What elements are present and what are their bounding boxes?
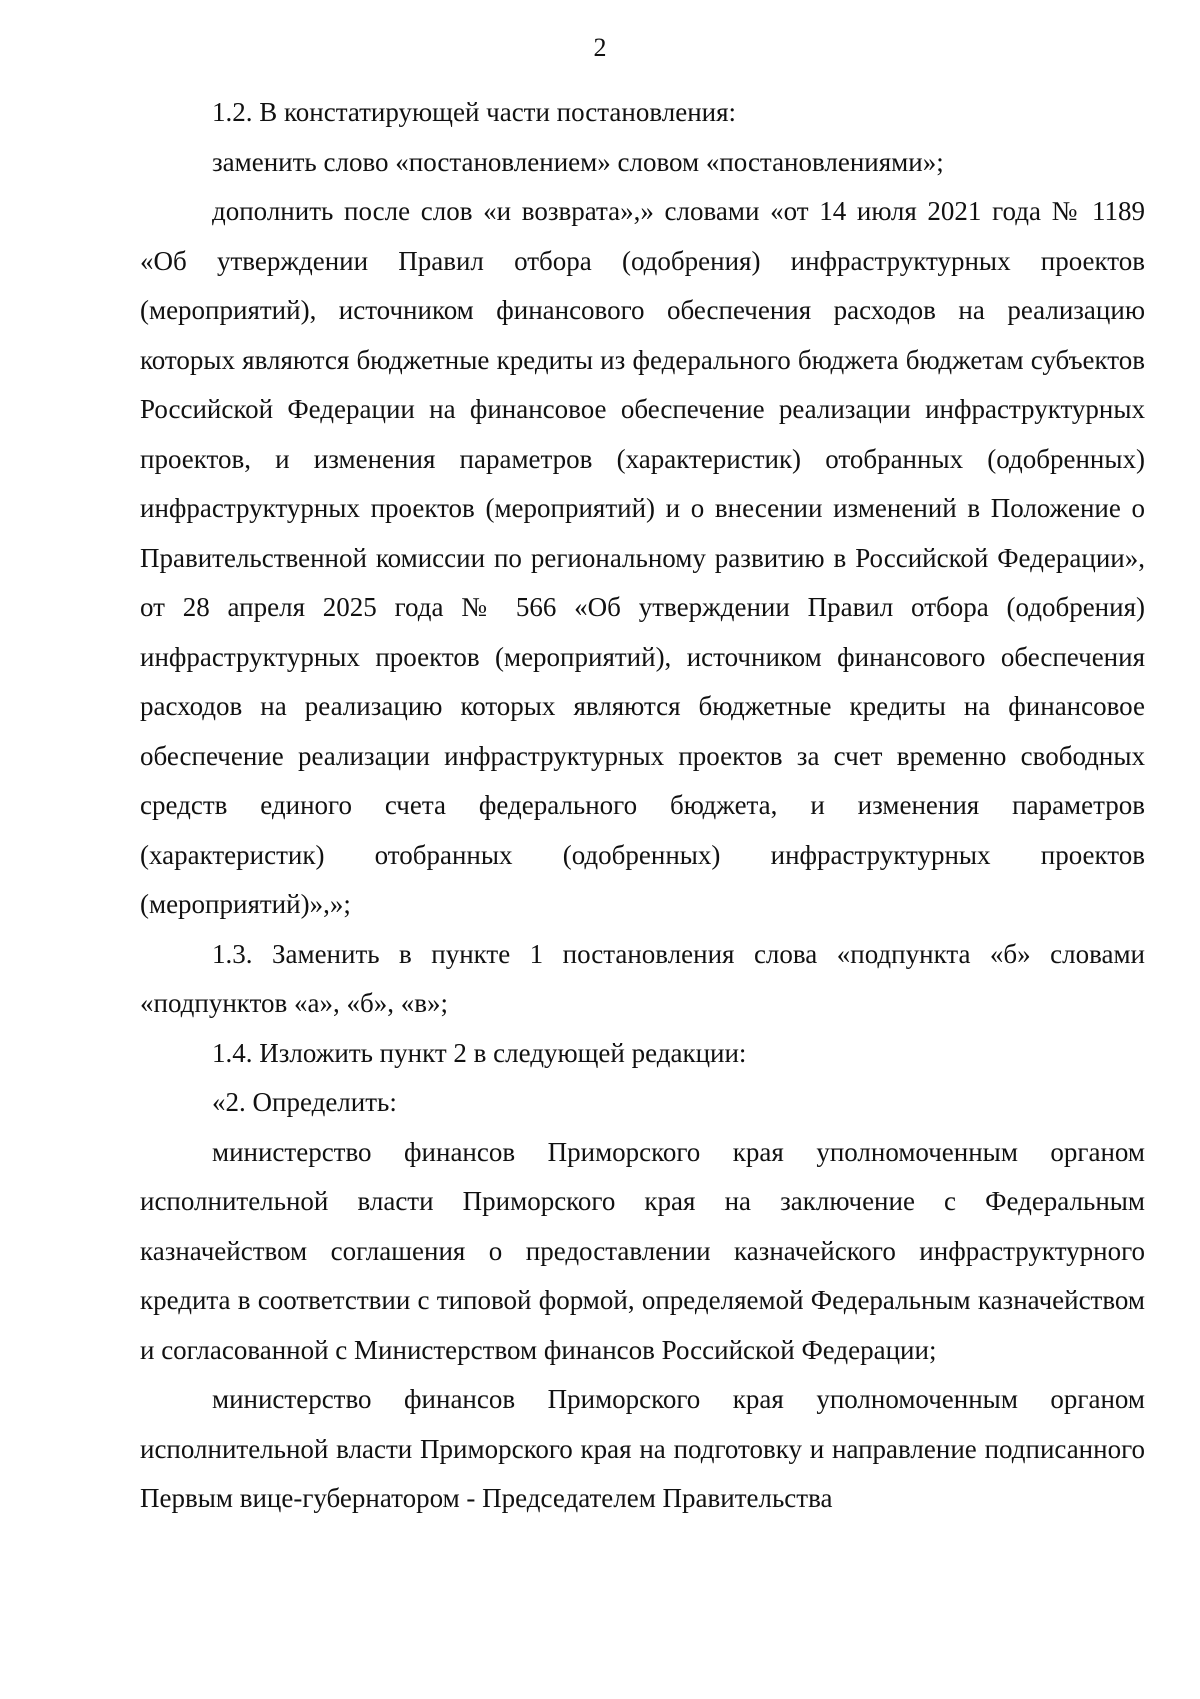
paragraph-replace-word: заменить слово «постановлением» словом «постановлениями»;	[212, 146, 944, 177]
page-number: 2	[593, 33, 607, 62]
document-body	[140, 88, 1145, 1524]
paragraph-ministry-agreement: министерство финансов Приморского края уполномоченным органом исполнительной власти Приморского края на заключение с Федеральным казначейством соглашения о предоставлении казначейского инфраструктурного кредита в соответствии с типовой формой, определяемой Федеральным казначейством и согласованной с Министерством финансов Российской Федерации;	[140, 1136, 1145, 1365]
paragraph-1-2: 1.2. В констатирующей части постановления:	[212, 97, 737, 127]
paragraph-supplement-words: дополнить после слов «и возврата»,» словами «от 14 июля 2021 года № 1189 «Об утверждении Правил отбора (одобрения) инфраструктурных проектов (мероприятий), источником финансового обеспечения расходов на реализацию которых являются бюджетные кредиты из федерального бюджета бюджетам субъектов Российской Федерации на финансовое обеспечение реализации инфраструктурных проектов, и изменения параметров (характеристик) отобранных (одобренных) инфраструктурных проектов (мероприятий) и о внесении изменений в Положение о Правительственной комиссии по региональному развитию в Российской Федерации», от 28 апреля 2025 года № 566 «Об утверждении Правил отбора (одобрения) инфраструктурных проектов (мероприятий), источником финансового обеспечения расходов на реализацию которых являются бюджетные кредиты на финансовое обеспечение реализации инфраструктурных проектов за счет временно свободных средств единого счета федерального бюджета, и изменения параметров (характеристик) отобранных (одобренных) инфраструктурных проектов (мероприятий)»,»;	[140, 196, 1145, 919]
paragraph-ministry-preparation: министерство финансов Приморского края уполномоченным органом исполнительной власти Приморского края на подготовку и направление подписанного Первым вице-губернатором - Председателем Правительства	[140, 1384, 1145, 1513]
paragraph-2-define: «2. Определить:	[212, 1087, 397, 1117]
paragraph-1-4: 1.4. Изложить пункт 2 в следующей редакции:	[212, 1037, 747, 1068]
paragraph-1-3: 1.3. Заменить в пункте 1 постановления слова «подпункта «б» словами «подпунктов «а», «б», «в»;	[140, 938, 1145, 1018]
